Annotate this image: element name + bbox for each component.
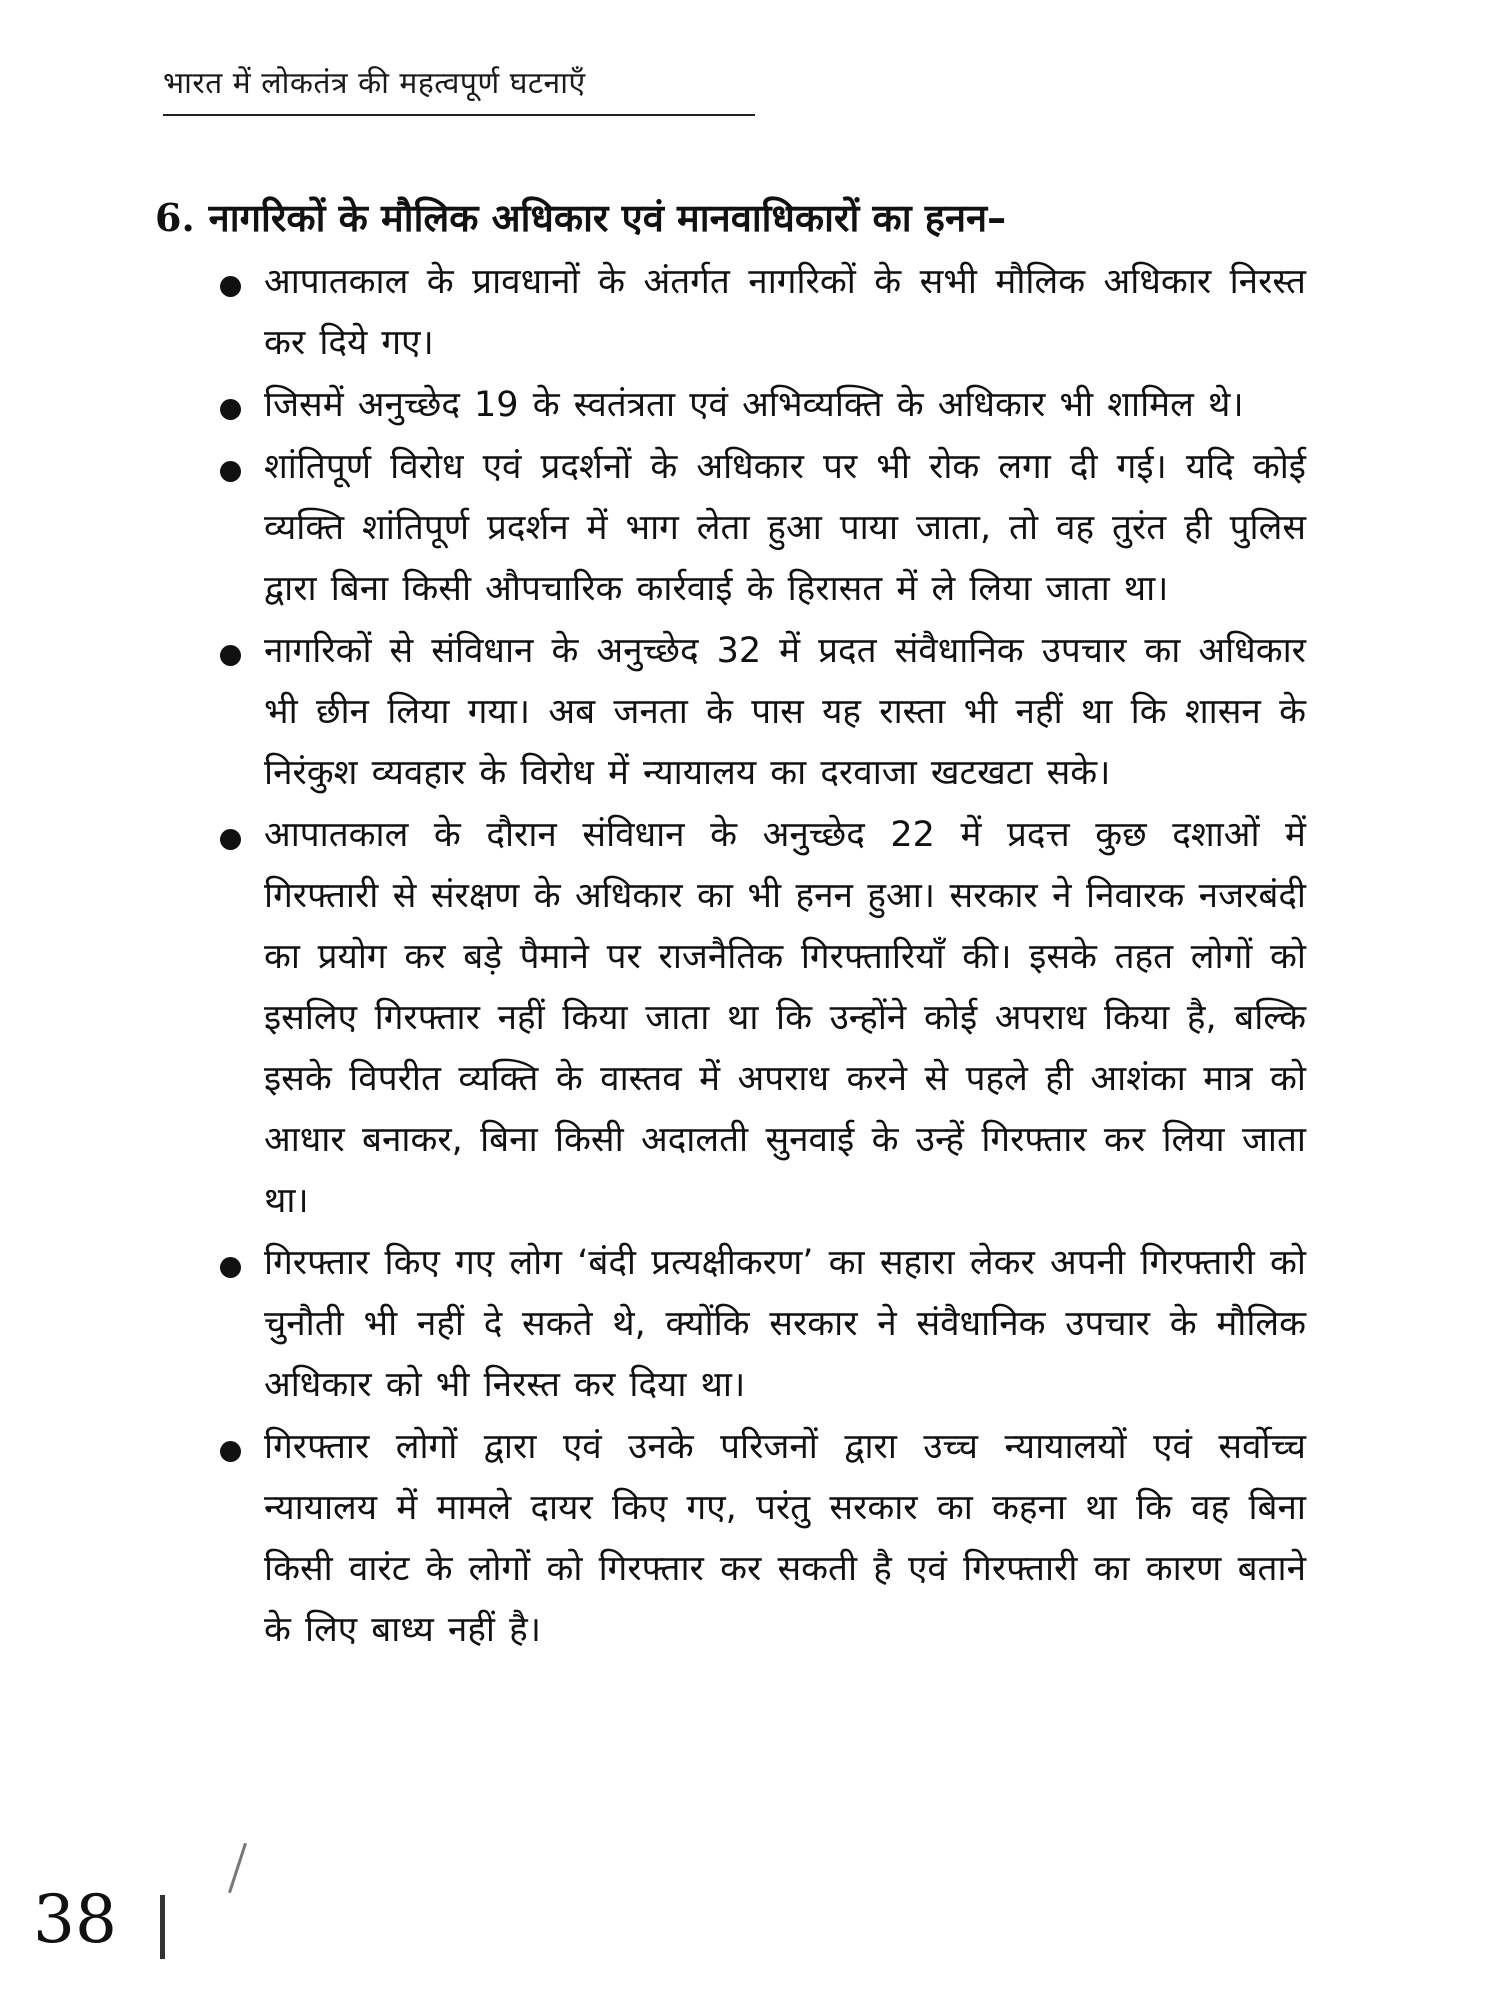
page-number: 38 <box>33 1881 117 1958</box>
bullet-dot-icon <box>220 1441 241 1462</box>
bullet-item <box>220 1233 1306 1416</box>
bullet-text: नागरिकों से संविधान के अनुच्छेद 32 में प्रदत संवैधानिक उपचार का अधिकार भी छीन लिया गया। अब जनता के पास यह रास्ता भी नहीं था कि शासन के निरंकुश व्यवहार के विरोध में न्यायालय का दरवाजा खटखटा सके। <box>264 631 1306 793</box>
bullet-dot-icon <box>220 461 241 482</box>
bullet-dot-icon <box>220 1257 241 1278</box>
bullet-item <box>220 621 1306 804</box>
bullet-item <box>220 252 1306 374</box>
bullet-item <box>220 375 1306 436</box>
bullet-text: गिरफ्तार किए गए लोग ‘बंदी प्रत्यक्षीकरण’ का सहारा लेकर अपनी गिरफ्तारी को चुनौती भी नहीं दे सकते थे, क्योंकि सरकार ने संवैधानिक उपचार के मौलिक अधिकार को भी निरस्त कर दिया था। <box>264 1243 1306 1405</box>
bullet-dot-icon <box>220 276 241 297</box>
bullet-text: शांतिपूर्ण विरोध एवं प्रदर्शनों के अधिकार पर भी रोक लगा दी गई। यदि कोई व्यक्ति शांतिपूर्ण प्रदर्शन में भाग लेता हुआ पाया जाता, तो वह तुरंत ही पुलिस द्वारा बिना किसी औपचारिक कार्रवाई के हिरासत में ले लिया जाता था। <box>264 447 1306 609</box>
bullet-item <box>220 805 1306 1232</box>
bullet-text: गिरफ्तार लोगों द्वारा एवं उनके परिजनों द्वारा उच्च न्यायालयों एवं सर्वोच्च न्यायालय में मामले दायर किए गए, परंतु सरकार का कहना था कि वह बिना किसी वारंट के लोगों को गिरफ्तार कर सकती है एवं गिरफ्तारी का कारण बताने के लिए बाध्य नहीं है। <box>264 1427 1306 1650</box>
bullet-dot-icon <box>220 399 241 420</box>
bullet-dot-icon <box>220 829 241 850</box>
pencil-mark <box>228 1843 247 1893</box>
section-number: 6. <box>155 195 195 240</box>
running-header: भारत में लोकतंत्र की महत्वपूर्ण घटनाएँ <box>163 66 586 101</box>
page-number-bar <box>160 1895 165 1959</box>
bullet-dot-icon <box>220 645 241 666</box>
bullet-list <box>220 252 1306 1662</box>
bullet-text: आपातकाल के प्रावधानों के अंतर्गत नागरिकों के सभी मौलिक अधिकार निरस्त कर दिये गए। <box>264 262 1306 363</box>
section-title: नागरिकों के मौलिक अधिकार एवं मानवाधिकारों का हनन– <box>208 196 1007 240</box>
bullet-item <box>220 437 1306 620</box>
header-rule <box>163 114 755 116</box>
bullet-text: आपातकाल के दौरान संविधान के अनुच्छेद 22 में प्रदत्त कुछ दशाओं में गिरफ्तारी से संरक्षण के अधिकार का भी हनन हुआ। सरकार ने निवारक नजरबंदी का प्रयोग कर बड़े पैमाने पर राजनैतिक गिरफ्तारियाँ की। इसके तहत लोगों को इसलिए गिरफ्तार नहीं किया जाता था कि उन्होंने कोई अपराध किया है, बल्कि इसके विपरीत व्यक्ति के वास्तव में अपराध करने से पहले ही आशंका मात्र को आधार बनाकर, बिना किसी अदालती सुनवाई के उन्हें गिरफ्तार कर लिया जाता था। <box>264 815 1306 1221</box>
section-heading <box>155 190 1355 246</box>
bullet-item <box>220 1417 1306 1661</box>
bullet-text: जिसमें अनुच्छेद 19 के स्वतंत्रता एवं अभिव्यक्ति के अधिकार भी शामिल थे। <box>264 385 1244 425</box>
